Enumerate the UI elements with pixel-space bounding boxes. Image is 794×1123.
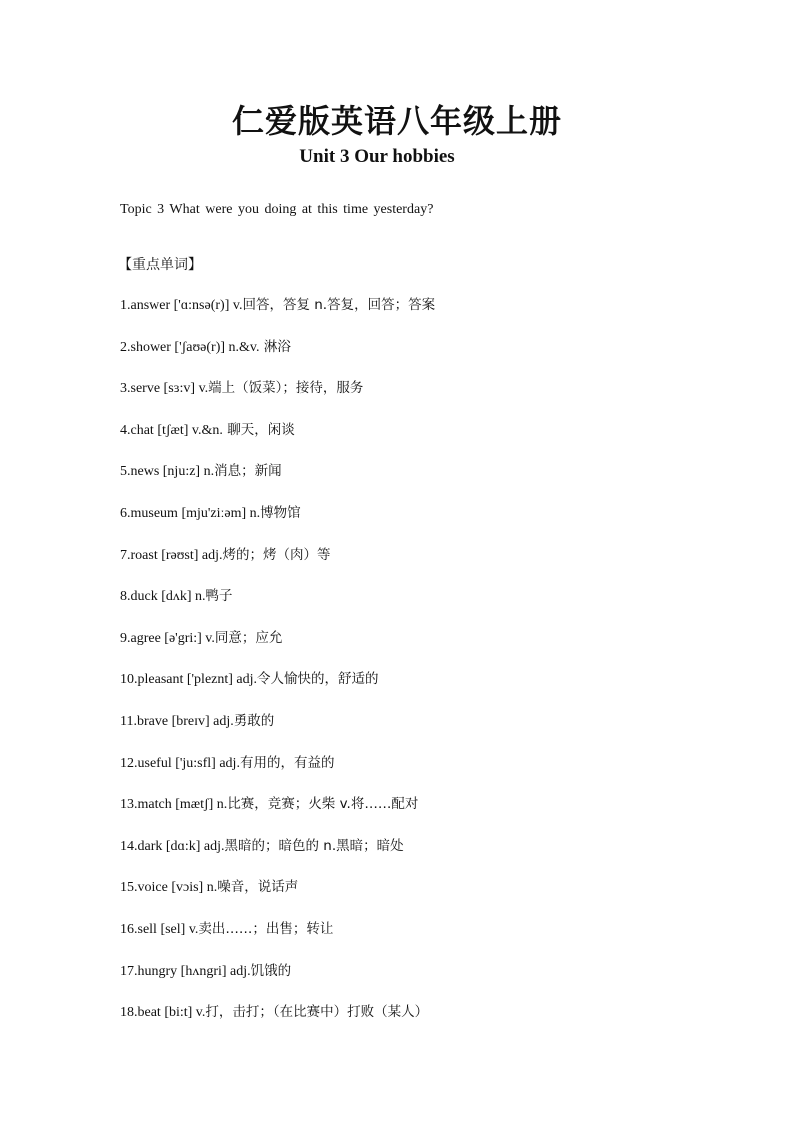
vocab-meaning: 回答，答复 n.答复，回答；答案 [242, 297, 436, 313]
vocab-word: 10.pleasant ['pleznt] adj. [120, 672, 258, 688]
vocab-item [120, 920, 435, 962]
vocab-meaning: 鸭子 [205, 588, 233, 605]
document-title: 仁爱版英语八年级上册 [231, 102, 562, 140]
vocab-word: 13.match [mætʃ] n. [120, 797, 228, 813]
vocab-meaning: 端上（饭菜）；接待，服务 [208, 380, 364, 397]
vocab-word: 16.sell [sel] v. [120, 921, 199, 937]
vocab-item [120, 1003, 435, 1045]
vocab-item [120, 754, 435, 796]
vocab-list [120, 296, 435, 1045]
unit-subtitle: Unit 3 Our hobbies [299, 146, 455, 167]
vocab-meaning: 烤的；烤（肉）等 [222, 546, 331, 563]
vocab-item [120, 546, 435, 588]
vocab-meaning: 博物馆 [260, 504, 301, 521]
vocab-word: 5.news [nju:z] n. [120, 464, 215, 480]
vocab-word: 6.museum [mju'ziːəm] n. [120, 505, 261, 521]
vocab-item [120, 379, 435, 421]
vocab-meaning: 饥饿的 [250, 962, 292, 979]
section-heading-key-words: 【重点单词】 [118, 257, 202, 273]
vocab-word: 4.chat [tʃæt] v.&n. [120, 422, 223, 438]
vocab-meaning: 聊天，闲谈 [222, 421, 295, 438]
vocab-item [120, 504, 435, 546]
vocab-meaning: 卖出……；出售；转让 [198, 920, 334, 937]
topic-line: Topic 3 What were you doing at this time yesterday? [120, 202, 434, 217]
vocab-item [120, 421, 435, 463]
vocab-word: 7.roast [rəʊst] adj. [120, 547, 223, 563]
vocab-item [120, 587, 435, 629]
vocab-meaning: 勇敢的 [233, 712, 275, 729]
vocab-meaning: 黑暗的；暗色的 n.黑暗；暗处 [224, 837, 404, 854]
vocab-word: 8.duck [dʌk] n. [120, 589, 206, 605]
vocab-word: 12.useful ['ju:sfl] adj. [120, 755, 240, 771]
vocab-meaning: 淋浴 [259, 338, 291, 355]
vocab-meaning: 有用的，有益的 [239, 754, 335, 771]
vocab-item [120, 462, 435, 504]
vocab-word: 17.hungry [hʌngri] adj. [120, 963, 251, 979]
vocab-meaning: 同意；应允 [214, 629, 283, 646]
vocab-item [120, 629, 435, 671]
vocab-word: 14.dark [dɑ:k] adj. [120, 838, 225, 854]
vocab-item [120, 670, 435, 712]
vocab-item [120, 712, 435, 754]
vocab-item [120, 338, 435, 380]
vocab-word: 15.voice [vɔis] n. [120, 880, 218, 896]
vocab-item [120, 837, 435, 879]
vocab-meaning: 消息；新闻 [214, 463, 282, 480]
vocab-item [120, 878, 435, 920]
vocab-meaning: 令人愉快的，舒适的 [257, 671, 379, 688]
vocab-item [120, 795, 435, 837]
vocab-meaning: 比赛，竞赛；火柴 v.将……配对 [227, 796, 419, 813]
vocab-word: 2.shower ['ʃaʊə(r)] n.&v. [120, 339, 260, 355]
vocab-word: 11.brave [breɪv] adj. [120, 713, 234, 729]
vocab-meaning: 打，击打；（在比赛中）打败（某人） [205, 1004, 429, 1021]
vocab-item [120, 962, 435, 1004]
vocab-meaning: 噪音，说话声 [217, 879, 299, 896]
vocab-word: 1.answer ['ɑ:nsə(r)] v. [120, 298, 243, 313]
vocab-item [120, 296, 435, 338]
vocab-word: 18.beat [bi:t] v. [120, 1005, 206, 1021]
vocab-word: 9.agree [ə'gri:] v. [120, 630, 215, 646]
vocab-word: 3.serve [sɜ:v] v. [120, 381, 209, 397]
